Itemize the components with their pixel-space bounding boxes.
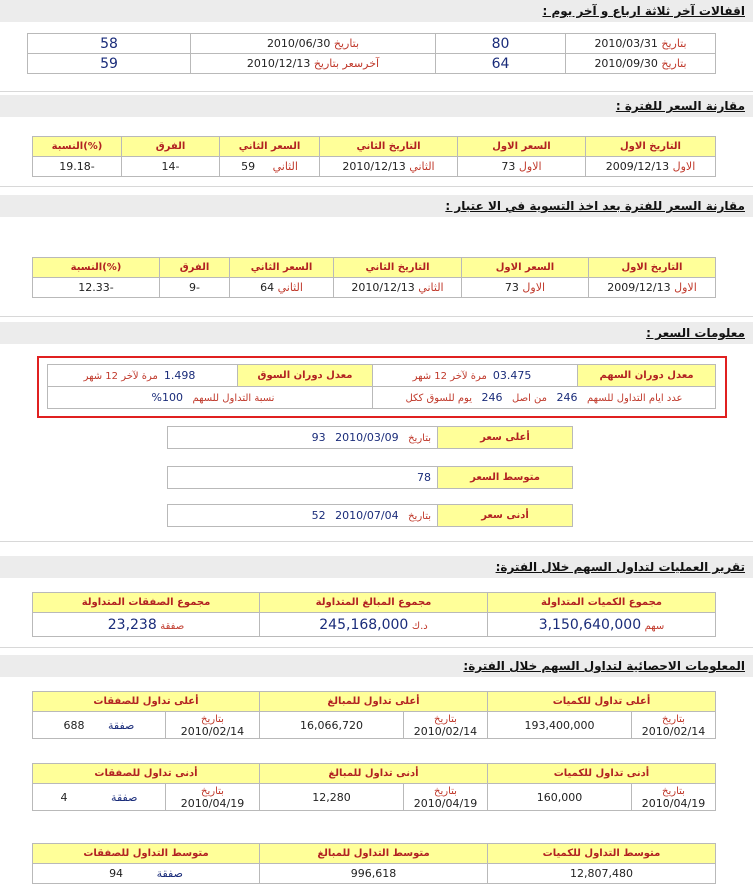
cell-unit: صفقة (160, 620, 185, 632)
column-header: التاريخ الثاني (334, 258, 462, 278)
column-header: مجموع الكميات المتداولة (488, 593, 716, 613)
low-price-value: 52 (311, 509, 326, 522)
section-adjusted-compare (0, 217, 753, 317)
date-cell (191, 54, 436, 74)
table-row (48, 365, 716, 387)
table-cell (403, 712, 487, 739)
date-value: 2010/02/14 (180, 725, 245, 738)
cell-tag: الاول (674, 281, 697, 294)
turnover-stock-value: 03.475 (492, 369, 532, 382)
last-closes-table (27, 33, 716, 74)
turnover-market-value: 1.498 (163, 369, 196, 382)
table-cell: -14 (122, 157, 220, 177)
table-cell (404, 784, 488, 811)
turnover-table (47, 364, 716, 409)
column-header: التاريخ الاول (586, 137, 716, 157)
date-value: 2010/09/30 (594, 57, 658, 70)
turnover-market-label: معدل دوران السوق (238, 365, 373, 387)
column-header: السعر الاول (458, 137, 586, 157)
table-cell (230, 278, 334, 298)
cell-value: 94 (109, 867, 124, 880)
high-trading-table (32, 691, 716, 739)
trading-ratio-label: نسبة التداول للسهم (192, 393, 275, 404)
table-row (48, 387, 716, 409)
table-cell (632, 712, 716, 739)
trading-ratio-cell (48, 387, 373, 409)
date-label: بتاريخ (662, 714, 685, 725)
cell-unit: د.ك (411, 620, 428, 632)
table-cell (33, 864, 260, 884)
table-cell (33, 613, 260, 637)
avg-price-value: 78 (417, 471, 431, 484)
table-cell (488, 613, 716, 637)
cell-unit: سهم (644, 620, 665, 632)
trading-days-value: 246 (556, 391, 578, 404)
section-title-price-compare: مقارنة السعر للفترة : (0, 95, 753, 117)
table-cell (220, 157, 320, 177)
high-price-value: 93 (311, 431, 326, 444)
table-cell (320, 157, 458, 177)
column-header: أعلى تداول للمبالغ (259, 692, 487, 712)
table-row (32, 784, 715, 811)
cell-tag: الثاني (409, 160, 435, 173)
table-row (33, 157, 716, 177)
table-cell (260, 613, 488, 637)
cell-value: 2010/12/13 (342, 160, 406, 173)
high-price-cell (168, 427, 438, 449)
column-header: متوسط التداول للكميات (488, 844, 716, 864)
column-header: مجموع المبالغ المتداولة (260, 593, 488, 613)
date-label: آخرسعر بتاريخ (313, 57, 380, 70)
column-header: (%)النسبة (33, 258, 160, 278)
low-date: 2010/07/04 (335, 509, 399, 522)
table-cell: 160,000 (488, 784, 632, 811)
cell-tag: الاول (522, 281, 546, 294)
cell-value: 73 (504, 281, 519, 294)
section-price-compare (0, 117, 753, 187)
high-date: 2010/03/09 (335, 431, 399, 444)
high-price-label: أعلى سعر (438, 427, 573, 449)
section-trading-report (0, 578, 753, 648)
date-value: 2010/04/19 (180, 797, 245, 810)
section-title-last-closes: اقفالات آخر ثلاثة ارباع و آخر يوم : (0, 0, 753, 22)
high-date-label: بتاريخ (408, 433, 431, 444)
column-header: التاريخ الثاني (320, 137, 458, 157)
section-title-statistics: المعلومات الاحصائية لتداول السهم خلال الفترة: (0, 655, 753, 677)
turnover-stock-label: معدل دوران السهم (578, 365, 716, 387)
date-label: بتاريخ (661, 37, 687, 50)
trading-days-cell (373, 387, 716, 409)
table-header-row (32, 692, 715, 712)
table-cell: 12,280 (260, 784, 404, 811)
total-quantity-value: 3,150,640,000 (538, 616, 642, 633)
table-cell: 193,400,000 (487, 712, 631, 739)
date-label: بتاريخ (662, 786, 685, 797)
cell-tag: الاول (672, 160, 696, 173)
column-header: متوسط التداول للمبالغ (260, 844, 488, 864)
column-header: (%)النسبة (33, 137, 122, 157)
date-value: 2010/02/14 (641, 725, 706, 738)
table-cell (165, 712, 259, 739)
date-label: بتاريخ (661, 57, 687, 70)
avg-trading-table (32, 843, 716, 884)
price-compare-table (32, 136, 716, 177)
date-value: 2010/12/13 (246, 57, 311, 70)
date-value: 2010/02/14 (413, 725, 478, 738)
table-cell (334, 278, 462, 298)
date-label: بتاريخ (333, 37, 360, 50)
column-header: أعلى تداول للصفقات (32, 692, 259, 712)
date-cell (566, 54, 716, 74)
column-header: مجموع الصفقات المتداولة (33, 593, 260, 613)
cell-unit: صفقة (111, 790, 138, 804)
avg-price-table (167, 466, 573, 489)
date-label: بتاريخ (201, 714, 224, 725)
close-value: 58 (28, 34, 191, 54)
low-date-label: بتاريخ (408, 511, 431, 522)
high-price-table (167, 426, 573, 449)
trading-ratio-value: 100% (151, 391, 183, 404)
table-row (33, 864, 716, 884)
cell-value: 73 (501, 160, 516, 173)
table-header-row (33, 258, 716, 278)
table-cell (632, 784, 716, 811)
table-cell (32, 712, 165, 739)
adjusted-compare-table (32, 257, 716, 298)
close-value: 59 (28, 54, 191, 74)
date-value: 2010/04/19 (641, 797, 706, 810)
column-header: السعر الثاني (230, 258, 334, 278)
market-days-prefix: من اصل (512, 393, 548, 404)
total-amount-value: 245,168,000 (319, 616, 409, 633)
table-cell (589, 278, 716, 298)
column-header: السعر الثاني (220, 137, 320, 157)
table-header-row (33, 844, 716, 864)
table-header-row (32, 764, 715, 784)
table-cell (586, 157, 716, 177)
column-header: متوسط التداول للصفقات (33, 844, 260, 864)
turnover-market-cell (48, 365, 238, 387)
table-row (32, 712, 715, 739)
cell-tag: الاول (518, 160, 542, 173)
table-row (28, 54, 716, 74)
table-cell: -12.33 (33, 278, 160, 298)
column-header: التاريخ الاول (589, 258, 716, 278)
low-price-cell (168, 505, 438, 527)
date-label: بتاريخ (201, 786, 224, 797)
date-cell (566, 34, 716, 54)
trading-days-label: عدد ايام التداول للسهم (587, 393, 683, 404)
market-days-suffix: يوم للسوق ككل (405, 393, 473, 404)
section-title-adjusted-compare: مقارنة السعر للفترة بعد اخذ التسوية في الا عتبار : (0, 195, 753, 217)
table-cell: -9 (160, 278, 230, 298)
date-cell (191, 34, 436, 54)
column-header: السعر الاول (462, 258, 589, 278)
table-header-row (33, 137, 716, 157)
section-price-info (0, 344, 753, 542)
table-cell (458, 157, 586, 177)
column-header: أدنى تداول للمبالغ (260, 764, 488, 784)
low-price-label: أدنى سعر (438, 505, 573, 527)
cell-value: 4 (60, 790, 68, 804)
low-price-table (167, 504, 573, 527)
table-cell: 12,807,480 (488, 864, 716, 884)
cell-value: 2009/12/13 (607, 281, 671, 294)
cell-unit: صفقة (156, 867, 183, 880)
column-header: الفرق (122, 137, 220, 157)
cell-tag: الثاني (277, 281, 303, 294)
column-header: أعلى تداول للكميات (487, 692, 715, 712)
section-last-closes (0, 22, 753, 92)
section-statistics (0, 677, 753, 895)
avg-price-label: متوسط السعر (438, 467, 573, 489)
avg-price-cell (168, 467, 438, 489)
cell-unit: صفقة (108, 718, 135, 732)
table-header-row (33, 593, 716, 613)
table-cell: -19.18 (33, 157, 122, 177)
column-header: الفرق (160, 258, 230, 278)
cell-value: 2010/12/13 (351, 281, 415, 294)
close-value: 64 (436, 54, 566, 74)
section-title-trading-report: تقرير العمليات لتداول السهم خلال الفترة: (0, 556, 753, 578)
date-value: 2010/04/19 (413, 797, 478, 810)
date-label: بتاريخ (434, 714, 457, 725)
date-value: 2010/06/30 (266, 37, 331, 50)
table-cell: 16,066,720 (259, 712, 403, 739)
table-cell (166, 784, 260, 811)
cell-value: 64 (260, 281, 275, 294)
turnover-market-unit: مرة لآخر 12 شهر (83, 371, 158, 382)
table-row (33, 278, 716, 298)
market-days-value: 246 (481, 391, 503, 404)
close-value: 80 (436, 34, 566, 54)
table-row (28, 34, 716, 54)
column-header: أدنى تداول للصفقات (32, 764, 259, 784)
table-cell (462, 278, 589, 298)
cell-value: 2009/12/13 (605, 160, 670, 173)
table-cell: 996,618 (260, 864, 488, 884)
cell-tag: الثاني (418, 281, 444, 294)
section-title-price-info: معلومات السعر : (0, 322, 753, 344)
turnover-stock-unit: مرة لآخر 12 شهر (412, 371, 487, 382)
cell-tag: الثاني (272, 160, 298, 173)
column-header: أدنى تداول للكميات (488, 764, 716, 784)
low-trading-table (32, 763, 716, 811)
turnover-stock-cell (373, 365, 578, 387)
table-row (33, 613, 716, 637)
date-label: بتاريخ (434, 786, 457, 797)
trading-report-table (32, 592, 716, 637)
cell-value: 688 (63, 718, 85, 732)
date-value: 2010/03/31 (594, 37, 658, 50)
cell-value: 59 (241, 160, 256, 173)
table-cell (32, 784, 165, 811)
total-deals-value: 23,238 (107, 616, 157, 633)
